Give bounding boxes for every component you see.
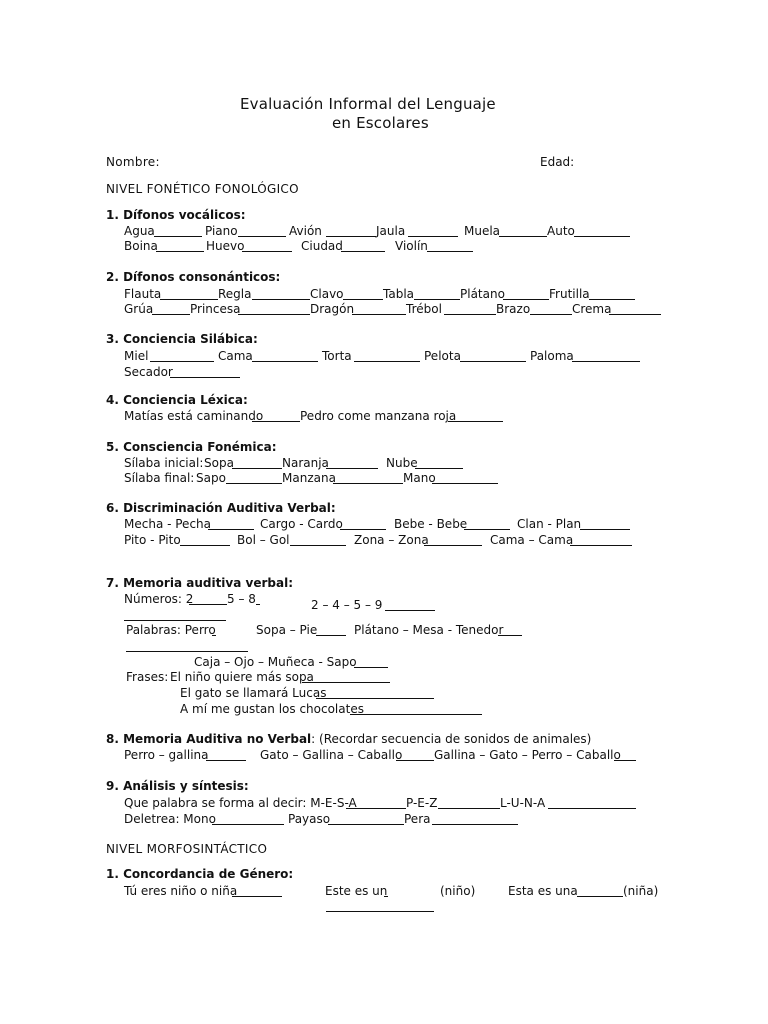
answer-line[interactable] bbox=[448, 421, 503, 422]
s2-word-clavo: Clavo bbox=[310, 287, 344, 301]
answer-line[interactable] bbox=[408, 236, 458, 237]
s6-pair-5: Pito - Pito bbox=[124, 533, 181, 547]
edad-label: Edad: bbox=[540, 155, 575, 169]
m1-e: (niña) bbox=[623, 884, 659, 898]
s6-pair-3: Bebe - Bebe bbox=[394, 517, 468, 531]
answer-line[interactable] bbox=[256, 604, 260, 605]
s5-word-manzana: Manzana bbox=[282, 471, 336, 485]
answer-line[interactable] bbox=[302, 682, 390, 683]
answer-line[interactable] bbox=[232, 896, 282, 897]
s7-heading: 7. Memoria auditiva verbal: bbox=[106, 576, 293, 590]
s4-heading: 4. Conciencia Léxica: bbox=[106, 393, 248, 407]
s1-word-ciudad: Ciudad bbox=[301, 239, 343, 253]
answer-line[interactable] bbox=[316, 698, 434, 699]
s1-word-piano: Piano bbox=[205, 224, 238, 238]
s6-heading: 6. Discriminación Auditiva Verbal: bbox=[106, 501, 336, 515]
s6-pair-2: Cargo - Cardo bbox=[260, 517, 343, 531]
answer-line[interactable] bbox=[580, 529, 630, 530]
s5-word-sapo: Sapo bbox=[196, 471, 226, 485]
answer-line[interactable] bbox=[384, 896, 388, 897]
answer-line[interactable] bbox=[238, 236, 286, 237]
answer-line[interactable] bbox=[328, 824, 404, 825]
s1-heading: 1. Dífonos vocálicos: bbox=[106, 208, 246, 222]
answer-line[interactable] bbox=[352, 314, 406, 315]
m1-a: Tú eres niño o niña bbox=[124, 884, 238, 898]
s2-word-brazo: Brazo bbox=[496, 302, 531, 316]
s2-word-frutilla: Frutilla bbox=[549, 287, 590, 301]
s2-word-tabla: Tabla bbox=[383, 287, 415, 301]
answer-line[interactable] bbox=[326, 468, 378, 469]
answer-line[interactable] bbox=[290, 545, 346, 546]
form-title-line2: en Escolares bbox=[332, 114, 429, 132]
answer-line[interactable] bbox=[152, 314, 190, 315]
answer-line[interactable] bbox=[464, 529, 510, 530]
s9-row2-label: Deletrea: Mono bbox=[124, 812, 216, 826]
answer-line[interactable] bbox=[354, 667, 388, 668]
s7-palabras-c: Plátano – Mesa - Tenedor bbox=[354, 623, 504, 637]
form-title-line1: Evaluación Informal del Lenguaje bbox=[240, 95, 496, 113]
answer-line[interactable] bbox=[154, 236, 202, 237]
answer-line[interactable] bbox=[572, 361, 640, 362]
answer-line[interactable] bbox=[614, 760, 636, 761]
s8-line bbox=[106, 732, 591, 746]
s8-seq-1: Perro – gallina bbox=[124, 748, 209, 762]
answer-line[interactable] bbox=[438, 808, 500, 809]
answer-line[interactable] bbox=[326, 911, 434, 912]
s6-pair-4: Clan - Plan bbox=[517, 517, 582, 531]
m1-c: (niño) bbox=[440, 884, 476, 898]
answer-line[interactable] bbox=[574, 236, 630, 237]
s2-word-regla: Regla bbox=[218, 287, 252, 301]
answer-line[interactable] bbox=[460, 361, 526, 362]
s7-numeros-c: 2 – 4 – 5 – 9 bbox=[311, 598, 383, 612]
s1-word-jaula: Jaula bbox=[376, 224, 406, 238]
s3-word-miel: Miel bbox=[124, 349, 149, 363]
s9-heading: 9. Análisis y síntesis: bbox=[106, 779, 249, 793]
s9-row1-c: L-U-N-A bbox=[500, 796, 546, 810]
s9-row1-b: P-E-Z bbox=[406, 796, 438, 810]
s6-pair-6: Bol – Gol bbox=[237, 533, 290, 547]
s1-word-muela: Muela bbox=[464, 224, 501, 238]
s5-word-mano: Mano bbox=[403, 471, 436, 485]
answer-line[interactable] bbox=[333, 483, 403, 484]
s1-word-violin: Violín bbox=[395, 239, 428, 253]
answer-line[interactable] bbox=[503, 299, 549, 300]
answer-line[interactable] bbox=[548, 808, 636, 809]
s6-pair-1: Mecha - Pecha bbox=[124, 517, 211, 531]
s7-palabras-b: Sopa – Pie bbox=[256, 623, 318, 637]
s2-word-platano: Plátano bbox=[460, 287, 505, 301]
answer-line[interactable] bbox=[126, 651, 248, 652]
s5-label-final: Sílaba final: bbox=[124, 471, 195, 485]
answer-line[interactable] bbox=[354, 361, 420, 362]
answer-line[interactable] bbox=[252, 421, 300, 422]
answer-line[interactable] bbox=[170, 377, 240, 378]
answer-line[interactable] bbox=[252, 361, 318, 362]
answer-line[interactable] bbox=[530, 314, 572, 315]
s5-word-nube: Nube bbox=[386, 456, 418, 470]
answer-line[interactable] bbox=[498, 635, 522, 636]
s2-word-crema: Crema bbox=[572, 302, 612, 316]
s8-seq-3: Gallina – Gato – Perro – Caballo bbox=[434, 748, 621, 762]
s7-numeros-a: Números: 2 bbox=[124, 592, 194, 606]
s3-word-pelota: Pelota bbox=[424, 349, 461, 363]
s5-label-inicial: Sílaba inicial: bbox=[124, 456, 204, 470]
s3-word-torta: Torta bbox=[322, 349, 352, 363]
m1-d: Esta es una bbox=[508, 884, 578, 898]
answer-line[interactable] bbox=[343, 299, 383, 300]
m1-b: Este es un bbox=[325, 884, 388, 898]
answer-line[interactable] bbox=[415, 468, 463, 469]
s2-word-flauta: Flauta bbox=[124, 287, 162, 301]
s2-word-dragon: Dragón bbox=[310, 302, 355, 316]
s1-word-avion: Avión bbox=[289, 224, 322, 238]
answer-line[interactable] bbox=[432, 483, 498, 484]
s5-word-naranja: Naranja bbox=[282, 456, 329, 470]
s3-heading: 3. Conciencia Silábica: bbox=[106, 332, 258, 346]
s1-word-auto: Auto bbox=[547, 224, 575, 238]
s7-palabras-d: Caja – Ojo – Muñeca - Sapo bbox=[194, 655, 357, 669]
answer-line[interactable] bbox=[252, 299, 310, 300]
answer-line[interactable] bbox=[238, 314, 310, 315]
answer-line[interactable] bbox=[414, 299, 460, 300]
s4-sentence-1: Matías está caminando bbox=[124, 409, 264, 423]
answer-line[interactable] bbox=[150, 361, 214, 362]
s3-word-cama: Cama bbox=[218, 349, 253, 363]
s8-heading: 8. Memoria Auditiva no Verbal bbox=[106, 732, 312, 746]
answer-line[interactable] bbox=[346, 808, 406, 809]
answer-line[interactable] bbox=[340, 529, 386, 530]
s5-heading: 5. Consciencia Fonémica: bbox=[106, 440, 277, 454]
s2-word-grua: Grúa bbox=[124, 302, 154, 316]
answer-line[interactable] bbox=[206, 760, 246, 761]
answer-line[interactable] bbox=[350, 714, 482, 715]
s7-frase-3: A mí me gustan los chocolates bbox=[180, 702, 364, 716]
answer-line[interactable] bbox=[609, 314, 661, 315]
answer-line[interactable] bbox=[208, 529, 254, 530]
nombre-label: Nombre: bbox=[106, 155, 160, 169]
s9-row2-b: Payaso bbox=[288, 812, 331, 826]
answer-line[interactable] bbox=[212, 635, 216, 636]
answer-line[interactable] bbox=[385, 610, 435, 611]
s8-note: : (Recordar secuencia de sonidos de animales) bbox=[311, 732, 592, 746]
answer-line[interactable] bbox=[180, 545, 230, 546]
s2-word-princesa: Princesa bbox=[190, 302, 241, 316]
answer-line[interactable] bbox=[427, 251, 473, 252]
s1-word-huevo: Huevo bbox=[206, 239, 245, 253]
s5-word-sopa: Sopa bbox=[204, 456, 234, 470]
answer-line[interactable] bbox=[212, 824, 284, 825]
answer-line[interactable] bbox=[232, 468, 282, 469]
s9-row1-label: Que palabra se forma al decir: M-E-S-A bbox=[124, 796, 357, 810]
s2-word-trebol: Trébol bbox=[406, 302, 442, 316]
s6-pair-7: Zona – Zona bbox=[354, 533, 429, 547]
answer-line[interactable] bbox=[326, 236, 376, 237]
nivel-morfo-heading: NIVEL MORFOSINTÁCTICO bbox=[106, 842, 268, 856]
answer-line[interactable] bbox=[189, 604, 227, 605]
s7-palabras-label: Palabras: Perro bbox=[126, 623, 216, 637]
answer-line[interactable] bbox=[396, 760, 434, 761]
s7-frase-1: El niño quiere más sopa bbox=[170, 670, 314, 684]
s2-heading: 2. Dífonos consonánticos: bbox=[106, 270, 281, 284]
s3-word-paloma: Paloma bbox=[530, 349, 574, 363]
s4-sentence-2: Pedro come manzana roja bbox=[300, 409, 457, 423]
answer-line[interactable] bbox=[316, 635, 346, 636]
answer-line[interactable] bbox=[156, 251, 204, 252]
answer-line[interactable] bbox=[499, 236, 547, 237]
answer-line[interactable] bbox=[226, 483, 282, 484]
answer-line[interactable] bbox=[160, 299, 218, 300]
answer-line[interactable] bbox=[432, 824, 518, 825]
nivel-fonetico-heading: NIVEL FONÉTICO FONOLÓGICO bbox=[106, 182, 299, 196]
s8-seq-2: Gato – Gallina – Caballo bbox=[260, 748, 403, 762]
s9-row2-c: Pera bbox=[404, 812, 431, 826]
m1-heading: 1. Concordancia de Género: bbox=[106, 867, 294, 881]
s1-word-agua: Agua bbox=[124, 224, 155, 238]
answer-line[interactable] bbox=[589, 299, 635, 300]
s1-word-boina: Boina bbox=[124, 239, 158, 253]
answer-line[interactable] bbox=[341, 251, 385, 252]
answer-line[interactable] bbox=[444, 314, 496, 315]
answer-line[interactable] bbox=[242, 251, 292, 252]
s7-numeros-b: 5 – 8 bbox=[227, 592, 256, 606]
answer-line[interactable] bbox=[424, 545, 482, 546]
s7-frase-2: El gato se llamará Lucas bbox=[180, 686, 327, 700]
answer-line[interactable] bbox=[124, 620, 226, 621]
s3-word-secador: Secador bbox=[124, 365, 173, 379]
answer-line[interactable] bbox=[577, 896, 623, 897]
s6-pair-8: Cama – Cama bbox=[490, 533, 574, 547]
answer-line[interactable] bbox=[570, 545, 632, 546]
s7-frases-label: Frases: bbox=[126, 670, 169, 684]
